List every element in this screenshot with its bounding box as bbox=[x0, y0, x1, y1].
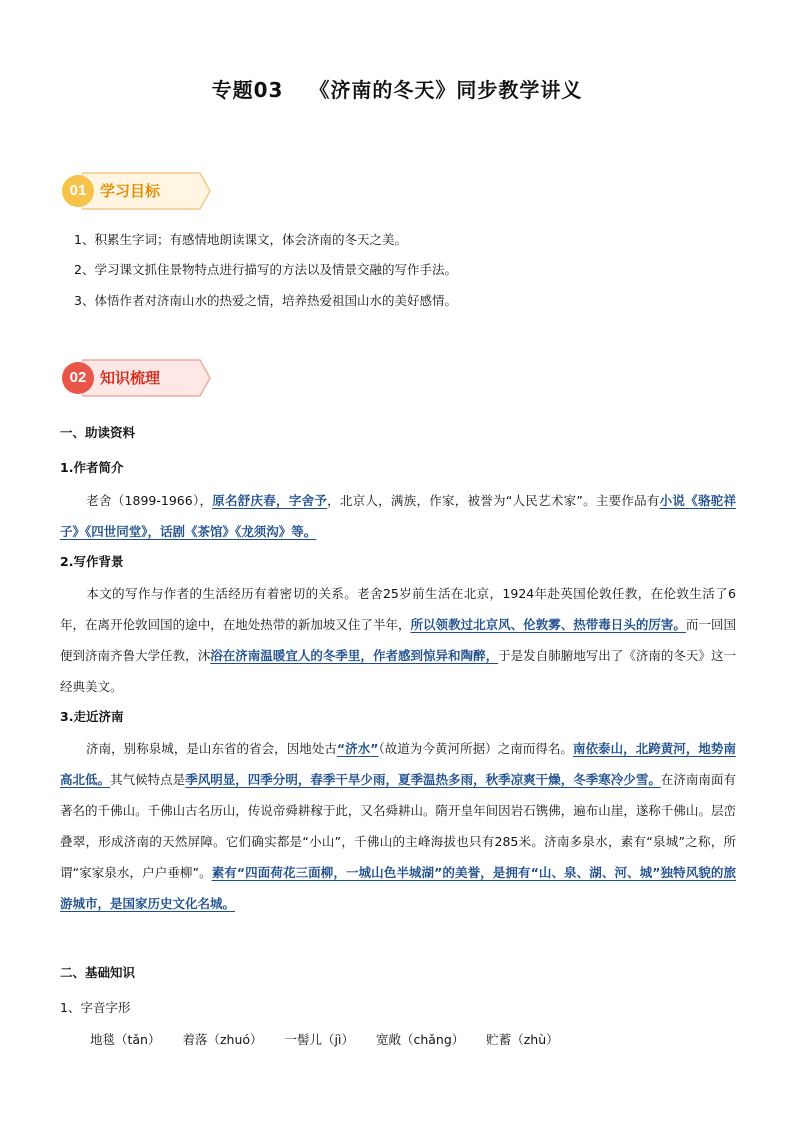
section-number: 01 bbox=[62, 175, 94, 207]
emphasis-run: “济水” bbox=[336, 741, 379, 756]
subheading-background: 2.写作背景 bbox=[60, 554, 124, 569]
text-run: 于是发自肺腑地写出了《济南的冬天》这一经典美文。 bbox=[60, 648, 736, 694]
background-paragraph bbox=[60, 578, 736, 702]
emphasis-run: 所以领教过北京风、伦敦雾、热带毒日头的厉害。 bbox=[410, 617, 686, 632]
title-topic: 专题03 bbox=[211, 78, 284, 102]
subheading-author: 1.作者简介 bbox=[60, 460, 124, 475]
section-label: 学习目标 bbox=[100, 182, 161, 200]
part-heading: 一、助读资料 bbox=[60, 425, 136, 440]
title-main: 《济南的冬天》同步教学讲义 bbox=[309, 78, 583, 102]
subheading-jinan: 3.走近济南 bbox=[60, 709, 124, 724]
emphasis-run: 季风明显，四季分明，春季干旱少雨，夏季温热多雨，秋季凉爽干燥，冬季寒冷少雪。 bbox=[185, 772, 661, 787]
word-list bbox=[90, 1030, 577, 1048]
emphasis-run: 原名舒庆春，字舍予 bbox=[212, 493, 328, 508]
text-run: 其气候特点是 bbox=[110, 772, 186, 787]
emphasis-run: 小说《骆驼祥子》《四世同堂》，话剧《茶馆》《龙须沟》等。 bbox=[60, 493, 736, 539]
word-item: 贮蓄（zhù） bbox=[486, 1032, 559, 1047]
section-badge-goals bbox=[62, 171, 212, 211]
text-run: 济南，别称泉城，是山东省的省会，因地处古 bbox=[86, 741, 337, 756]
text-run: ，北京人，满族，作家，被誉为“人民艺术家”。主要作品有 bbox=[327, 493, 660, 508]
author-paragraph bbox=[60, 485, 736, 547]
emphasis-run: 素有“四面荷花三面柳，一城山色半城湖”的美誉，是拥有“山、泉、湖、河、城”独特风貌的旅游城市，是国家历史文化名城。 bbox=[60, 865, 737, 911]
jinan-paragraph bbox=[60, 733, 736, 919]
emphasis-run: 南依泰山，北跨黄河，地势南高北低。 bbox=[60, 741, 736, 787]
text-run: 在济南南面有著名的千佛山。千佛山古名历山，传说帝舜耕稼于此，又名舜耕山。隋开皇年间因岩石镌佛，遍布山崖，遂称千佛山。层峦叠翠，形成济南的天然屏障。它们确实都是“小山”，千佛山的主峰海拔也只有285米。济南多泉水，素有“泉城”之称，所谓“家家泉水，户户垂柳”。 bbox=[60, 772, 736, 880]
word-item: 地毯（tǎn） bbox=[90, 1032, 161, 1047]
text-run: 老舍（1899-1966）， bbox=[86, 493, 213, 508]
page-title bbox=[0, 74, 794, 103]
goal-item: 2、学习课文抓住景物特点进行描写的方法以及情景交融的写作手法。 bbox=[74, 262, 457, 277]
part-heading: 二、基础知识 bbox=[60, 965, 136, 980]
text-run: 本文的写作与作者的生活经历有着密切的关系。老舍25岁前生活在北京，1924年赴英国伦敦任教，在伦敦生活了6年，在离开伦敦回国的途中，在地处热带的新加坡又住了半年， bbox=[60, 586, 736, 632]
word-item: 宽敞（chǎng） bbox=[375, 1032, 465, 1047]
word-item: 着落（zhuó） bbox=[182, 1032, 263, 1047]
section-badge-knowledge bbox=[62, 358, 212, 398]
word-item: 一髻儿（jì） bbox=[284, 1032, 354, 1047]
section-label: 知识梳理 bbox=[100, 369, 161, 387]
goal-item: 3、体悟作者对济南山水的热爱之情，培养热爱祖国山水的美好感情。 bbox=[74, 293, 457, 308]
emphasis-run: 浴在济南温暖宜人的冬季里，作者感到惊异和陶醉， bbox=[210, 648, 499, 663]
text-run: 而一回国便到济南齐鲁大学任教，沐 bbox=[60, 617, 736, 663]
text-run: （故道为今黄河所据）之南而得名。 bbox=[378, 741, 573, 756]
goal-item: 1、积累生字词；有感情地朗读课文，体会济南的冬天之美。 bbox=[74, 232, 407, 247]
section-number: 02 bbox=[62, 362, 94, 394]
subheading-pronunciation: 1、字音字形 bbox=[60, 1000, 131, 1015]
